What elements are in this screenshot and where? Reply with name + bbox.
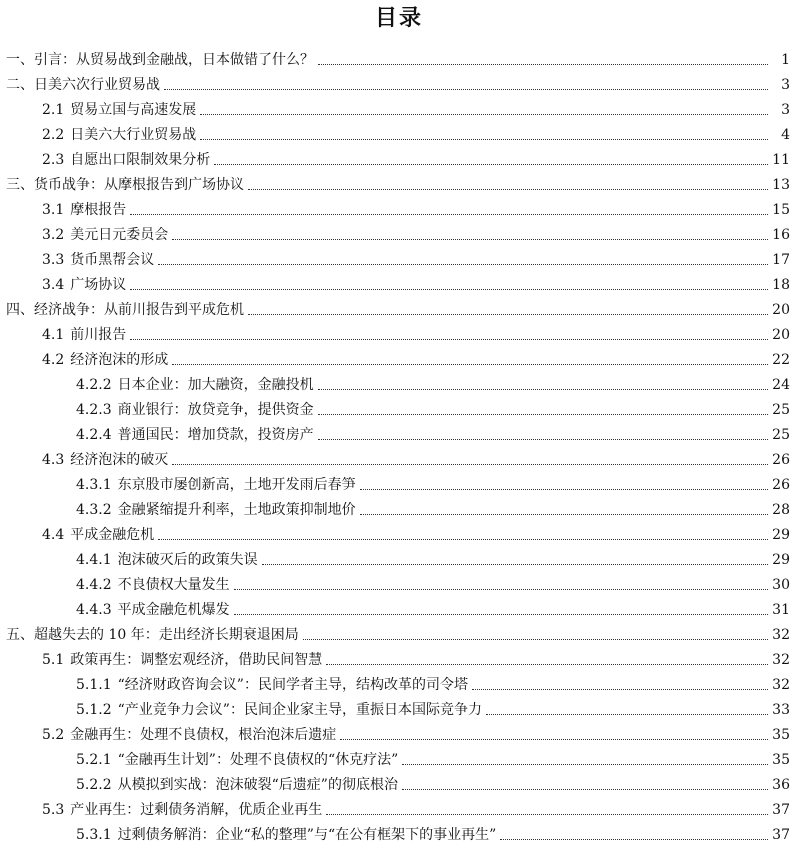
toc-page-number: 13 (772, 177, 790, 193)
toc-dot-leader (200, 139, 768, 140)
toc-page-number: 33 (772, 702, 790, 718)
toc-entry-number: 5.3.1 (76, 827, 112, 843)
toc-entry[interactable] (6, 569, 790, 594)
toc-entry-title: 日本企业：加大融资，金融投机 (117, 377, 314, 393)
toc-entry[interactable] (6, 794, 790, 819)
toc-page-number: 26 (772, 477, 790, 493)
toc-page-number: 15 (772, 202, 790, 218)
toc-entry-title: 从模拟到实战：泡沫破裂“后遗症”的彻底根治 (117, 777, 398, 793)
toc-entry-number: 4.4.3 (76, 602, 112, 618)
toc-entry-number: 5.1 (42, 652, 65, 668)
toc-dot-leader (158, 539, 768, 540)
toc-dot-leader (500, 839, 768, 840)
toc-entry-title: 平成金融危机爆发 (117, 602, 230, 618)
toc-entry-number: 5.2.2 (76, 777, 112, 793)
toc-entry[interactable] (6, 44, 790, 69)
toc-page-number: 16 (772, 227, 790, 243)
toc-dot-leader (130, 339, 768, 340)
toc-dot-leader (360, 489, 768, 490)
toc-entry-title: 广场协议 (70, 277, 127, 293)
toc-page-number: 3 (781, 102, 790, 118)
toc-entry-number: 2.1 (42, 102, 65, 118)
toc-entry[interactable] (6, 819, 790, 844)
toc-page-number: 20 (772, 327, 790, 343)
toc-page-number: 26 (772, 452, 790, 468)
table-of-contents (6, 44, 790, 844)
toc-entry[interactable] (6, 144, 790, 169)
toc-entry-title: “产业竞争力会议”：民间企业家主导，重振日本国际竞争力 (117, 702, 482, 718)
toc-entry[interactable] (6, 644, 790, 669)
toc-entry[interactable] (6, 594, 790, 619)
toc-dot-leader (172, 464, 768, 465)
toc-dot-leader (234, 614, 768, 615)
toc-entry-title: 普通国民：增加贷款，投资房产 (117, 427, 314, 443)
toc-entry-number: 4.4.1 (76, 552, 112, 568)
toc-entry-title: 不良债权大量发生 (117, 577, 230, 593)
toc-page-number: 1 (781, 52, 790, 68)
toc-entry[interactable] (6, 744, 790, 769)
toc-page-number: 29 (772, 527, 790, 543)
toc-entry-number: 4.2.4 (76, 427, 112, 443)
toc-dot-leader (402, 764, 768, 765)
toc-entry-number: 2.3 (42, 152, 65, 168)
toc-entry-number: 3.1 (42, 202, 65, 218)
toc-entry[interactable] (6, 494, 790, 519)
toc-page-number: 22 (772, 352, 790, 368)
toc-entry[interactable] (6, 119, 790, 144)
page-title: 目录 (374, 6, 423, 31)
toc-entry-number: 4.3.2 (76, 502, 112, 518)
toc-entry-number: 3.3 (42, 252, 65, 268)
toc-entry-number: 4.2 (42, 352, 65, 368)
toc-entry-title: 日美六次行业贸易战 (34, 77, 160, 93)
toc-entry-number: 3.2 (42, 227, 65, 243)
toc-page-number: 31 (772, 602, 790, 618)
toc-entry-number: 4.1 (42, 327, 65, 343)
toc-entry-title: 商业银行：放贷竞争，提供资金 (117, 402, 314, 418)
toc-page-number: 11 (772, 152, 790, 168)
toc-dot-leader (234, 589, 768, 590)
toc-entry-title: 摩根报告 (70, 202, 127, 218)
toc-page-number: 18 (772, 277, 790, 293)
toc-entry[interactable] (6, 669, 790, 694)
toc-page-number: 32 (772, 652, 790, 668)
toc-entry-title: “金融再生计划”：处理不良债权的“休克疗法” (117, 752, 399, 768)
toc-entry-title: 日美六大行业贸易战 (70, 127, 197, 143)
toc-entry-title: 金融紧缩提升利率，土地政策抑制地价 (117, 502, 356, 518)
toc-page-number: 17 (772, 252, 790, 268)
toc-dot-leader (172, 364, 768, 365)
toc-entry-title: 过剩债务解消：企业“私的整理”与“在公有框架下的事业再生” (117, 827, 497, 843)
toc-dot-leader (303, 639, 768, 640)
toc-dot-leader (318, 64, 768, 65)
toc-dot-leader (326, 814, 768, 815)
toc-entry-number: 5.1.1 (76, 677, 112, 693)
toc-dot-leader (262, 564, 768, 565)
toc-dot-leader (486, 714, 768, 715)
toc-entry[interactable] (6, 194, 790, 219)
toc-dot-leader (158, 264, 768, 265)
toc-entry-number: 三、 (6, 177, 34, 193)
toc-entry[interactable] (6, 394, 790, 419)
toc-entry[interactable] (6, 219, 790, 244)
toc-entry[interactable] (6, 169, 790, 194)
toc-entry[interactable] (6, 544, 790, 569)
toc-entry-title: 产业再生：过剩债务消解，优质企业再生 (70, 802, 323, 818)
toc-entry-title: 经济泡沫的破灭 (70, 452, 169, 468)
toc-page-number: 24 (772, 377, 790, 393)
toc-dot-leader (200, 114, 768, 115)
toc-entry[interactable] (6, 269, 790, 294)
toc-entry[interactable] (6, 294, 790, 319)
toc-dot-leader (360, 514, 768, 515)
toc-dot-leader (214, 164, 768, 165)
toc-page-number: 4 (781, 127, 790, 143)
toc-entry-title: 经济战争：从前川报告到平成危机 (34, 302, 244, 318)
toc-entry[interactable] (6, 369, 790, 394)
toc-entry[interactable] (6, 319, 790, 344)
toc-entry[interactable] (6, 694, 790, 719)
toc-entry[interactable] (6, 519, 790, 544)
toc-entry-number: 二、 (6, 77, 34, 93)
toc-entry-title: 货币战争：从摩根报告到广场协议 (34, 177, 244, 193)
toc-entry-title: 超越失去的 10 年：走出经济长期衰退困局 (34, 627, 299, 643)
toc-page-number: 37 (772, 827, 790, 843)
toc-entry-number: 5.1.2 (76, 702, 112, 718)
toc-page-number: 32 (772, 677, 790, 693)
toc-entry-title: 贸易立国与高速发展 (70, 102, 197, 118)
toc-dot-leader (318, 389, 768, 390)
toc-page-number: 3 (781, 77, 790, 93)
toc-entry-title: 金融再生：处理不良债权，根治泡沫后遗症 (70, 727, 337, 743)
toc-entry-title: 货币黑帮会议 (70, 252, 155, 268)
toc-entry[interactable] (6, 769, 790, 794)
toc-page-number: 25 (772, 427, 790, 443)
toc-dot-leader (164, 89, 768, 90)
toc-page-number: 30 (772, 577, 790, 593)
toc-entry-number: 一、 (6, 52, 34, 68)
toc-entry-number: 五、 (6, 627, 34, 643)
toc-dot-leader (130, 289, 768, 290)
toc-entry-number: 4.2.3 (76, 402, 112, 418)
toc-page-number: 25 (772, 402, 790, 418)
toc-entry[interactable] (6, 244, 790, 269)
toc-entry[interactable] (6, 619, 790, 644)
toc-entry-number: 5.3 (42, 802, 65, 818)
toc-entry[interactable] (6, 419, 790, 444)
toc-page-number: 20 (772, 302, 790, 318)
toc-entry-number: 4.3.1 (76, 477, 112, 493)
toc-entry-number: 4.2.2 (76, 377, 112, 393)
toc-entry-number: 3.4 (42, 277, 65, 293)
toc-entry-title: “经济财政咨询会议”：民间学者主导，结构改革的司令塔 (117, 677, 468, 693)
toc-page-number: 36 (772, 777, 790, 793)
toc-entry-number: 5.2 (42, 727, 65, 743)
toc-entry-title: 自愿出口限制效果分析 (70, 152, 211, 168)
toc-entry[interactable] (6, 469, 790, 494)
toc-entry-title: 前川报告 (70, 327, 127, 343)
toc-entry-number: 4.3 (42, 452, 65, 468)
toc-page-number: 35 (772, 752, 790, 768)
toc-entry[interactable] (6, 444, 790, 469)
toc-entry[interactable] (6, 344, 790, 369)
toc-entry-number: 四、 (6, 302, 34, 318)
toc-entry-title: 东京股市屡创新高，土地开发雨后春笋 (117, 477, 356, 493)
toc-entry-title: 泡沫破灭后的政策失误 (117, 552, 258, 568)
toc-dot-leader (402, 789, 768, 790)
toc-page-number: 35 (772, 727, 790, 743)
toc-entry[interactable] (6, 719, 790, 744)
toc-dot-leader (340, 739, 768, 740)
toc-page-number: 37 (772, 802, 790, 818)
toc-page-number: 28 (772, 502, 790, 518)
toc-dot-leader (248, 314, 768, 315)
toc-entry-title: 引言：从贸易战到金融战，日本做错了什么？ (34, 52, 314, 68)
toc-entry-number: 4.4 (42, 527, 65, 543)
toc-entry-title: 美元日元委员会 (70, 227, 169, 243)
toc-dot-leader (318, 414, 768, 415)
toc-dot-leader (318, 439, 768, 440)
toc-page-number: 32 (772, 627, 790, 643)
toc-entry-number: 5.2.1 (76, 752, 112, 768)
toc-entry[interactable] (6, 94, 790, 119)
toc-dot-leader (472, 689, 768, 690)
toc-dot-leader (248, 189, 768, 190)
toc-dot-leader (172, 239, 768, 240)
toc-entry-title: 平成金融危机 (70, 527, 155, 543)
toc-dot-leader (130, 214, 768, 215)
toc-page-number: 29 (772, 552, 790, 568)
toc-entry-title: 政策再生：调整宏观经济，借助民间智慧 (70, 652, 323, 668)
toc-entry[interactable] (6, 69, 790, 94)
toc-dot-leader (326, 664, 768, 665)
toc-entry-number: 4.4.2 (76, 577, 112, 593)
toc-entry-title: 经济泡沫的形成 (70, 352, 169, 368)
toc-entry-number: 2.2 (42, 127, 65, 143)
